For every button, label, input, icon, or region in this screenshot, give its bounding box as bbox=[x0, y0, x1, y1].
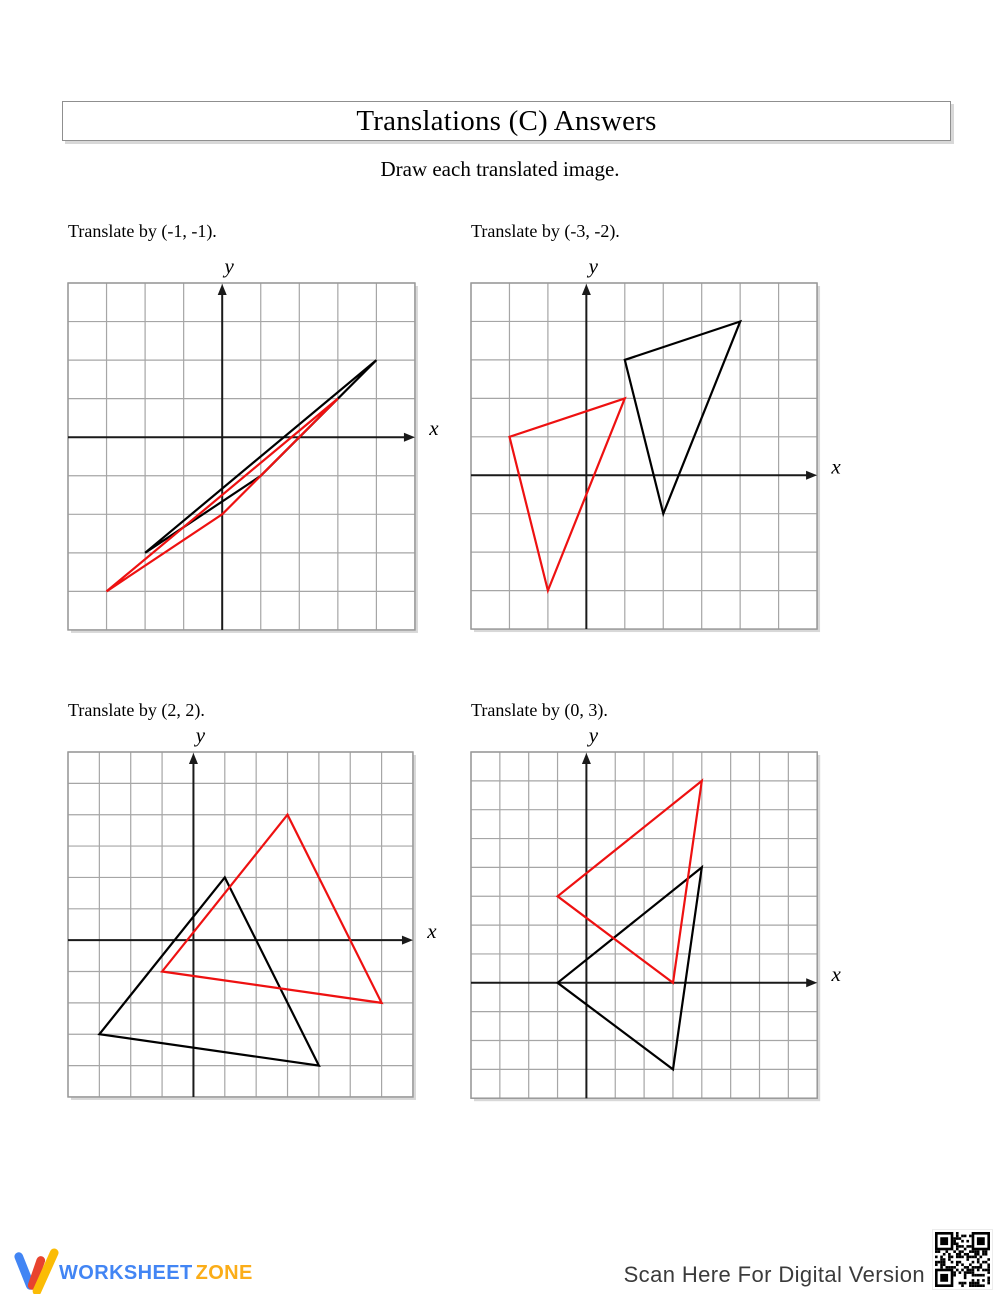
problem-panel-3 bbox=[66, 700, 476, 1130]
x-axis-label: x bbox=[427, 919, 437, 944]
page-title: Translations (C) Answers bbox=[356, 105, 657, 137]
scan-here-text: Scan Here For Digital Version bbox=[623, 1262, 925, 1287]
problem-label: Translate by (0, 3). bbox=[471, 700, 608, 720]
coordinate-grid-figure bbox=[66, 249, 459, 641]
logo-word-zone: ZONE bbox=[195, 1262, 253, 1284]
instructions-text: Draw each translated image. bbox=[380, 157, 620, 181]
problem-panel-4 bbox=[469, 700, 879, 1130]
x-axis-label: x bbox=[429, 416, 439, 441]
title-box bbox=[62, 101, 951, 141]
coordinate-grid-figure bbox=[66, 718, 457, 1108]
y-axis-label: y bbox=[588, 723, 599, 747]
worksheetzone-logo bbox=[59, 1262, 253, 1285]
worksheetzone-w-icon bbox=[12, 1248, 60, 1294]
problem-panel-1 bbox=[66, 221, 476, 651]
logo-word-worksheet: WORKSHEET bbox=[59, 1262, 193, 1284]
qr-code-icon bbox=[932, 1229, 993, 1290]
problem-label: Translate by (2, 2). bbox=[68, 700, 205, 720]
y-axis-label: y bbox=[588, 254, 599, 278]
coordinate-grid-figure bbox=[469, 718, 862, 1110]
problem-label: Translate by (-3, -2). bbox=[471, 221, 620, 241]
problem-panel-2 bbox=[469, 221, 879, 651]
problem-label: Translate by (-1, -1). bbox=[68, 221, 217, 241]
y-axis-label: y bbox=[224, 254, 234, 278]
y-axis-label: y bbox=[195, 723, 206, 747]
x-axis-label: x bbox=[831, 454, 841, 479]
coordinate-grid-figure bbox=[469, 249, 862, 641]
x-axis-label: x bbox=[831, 961, 841, 986]
